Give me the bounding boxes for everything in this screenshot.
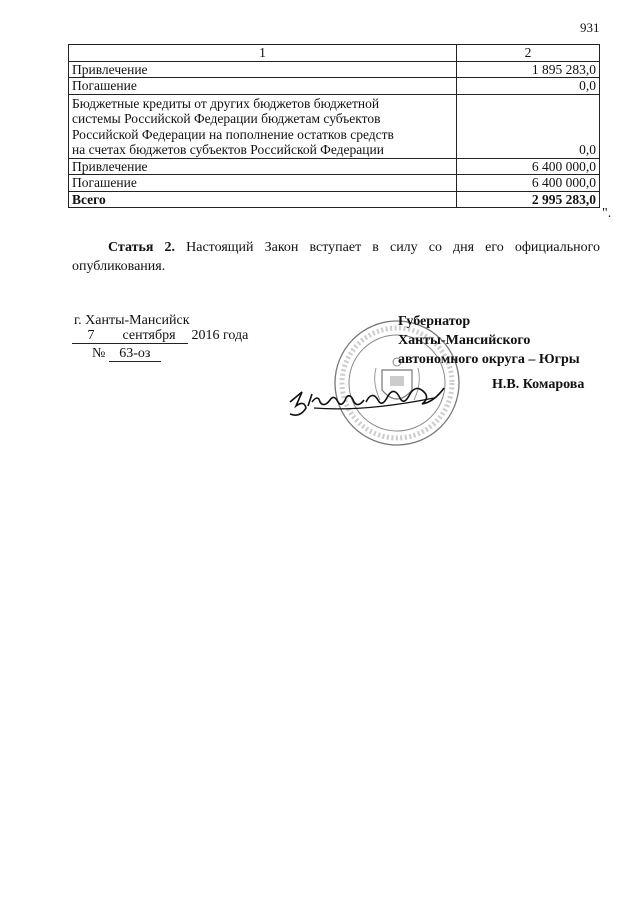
row-label: Привлечение [69, 158, 457, 175]
header-col-2: 2 [457, 45, 600, 62]
row-value: 0,0 [457, 94, 600, 158]
date-year: 2016 года [191, 328, 249, 343]
row-label-line: Российской Федерации на пополнение остатков средств [72, 126, 394, 142]
governor-title-line: Губернатор [398, 314, 471, 329]
governor-signature [284, 372, 454, 422]
row-label-line: на счетах бюджетов субъектов Российской Федерации [72, 142, 384, 157]
table-row [69, 94, 600, 158]
row-value: 6 400 000,0 [457, 175, 600, 192]
governor-title-line: Ханты-Мансийского [398, 333, 531, 348]
table-row [69, 175, 600, 192]
place-of-signing: г. Ханты-Мансийск [74, 313, 190, 328]
date-month: сентября [110, 328, 188, 344]
row-value: 0,0 [457, 78, 600, 95]
signing-date [72, 328, 248, 344]
row-label-line: Бюджетные кредиты от других бюджетов бюджетной [72, 95, 380, 111]
page-number: 931 [580, 20, 600, 35]
article-paragraph [72, 238, 600, 276]
table-header-row [69, 45, 600, 62]
row-value: 1 895 283,0 [457, 61, 600, 78]
law-number-value: 63-оз [109, 346, 161, 362]
header-col-1: 1 [69, 45, 457, 62]
table-row [69, 61, 600, 78]
row-label: Погашение [69, 78, 457, 95]
budget-sources-table [68, 44, 600, 208]
total-value: 2 995 283,0 [457, 191, 600, 208]
law-number-prefix: № [92, 346, 106, 361]
law-number [92, 346, 161, 362]
row-label-line: системы Российской Федерации бюджетам субъектов [72, 111, 381, 126]
table-row [69, 158, 600, 175]
article-heading: Статья 2. [108, 240, 176, 255]
closing-quote-mark: ". [602, 206, 612, 221]
governor-title [398, 312, 580, 369]
row-value: 6 400 000,0 [457, 158, 600, 175]
article-text: Настоящий Закон вступает в силу со дня его официального опубликования. [72, 240, 600, 274]
row-label: Привлечение [69, 61, 457, 78]
table-total-row [69, 191, 600, 208]
governor-title-line: автономного округа – Югры [398, 352, 580, 367]
total-label: Всего [69, 191, 457, 208]
row-label-multiline [69, 94, 457, 158]
date-day: 7 [72, 328, 110, 344]
table-row [69, 78, 600, 95]
row-label: Погашение [69, 175, 457, 192]
governor-name: Н.В. Комарова [492, 377, 585, 392]
